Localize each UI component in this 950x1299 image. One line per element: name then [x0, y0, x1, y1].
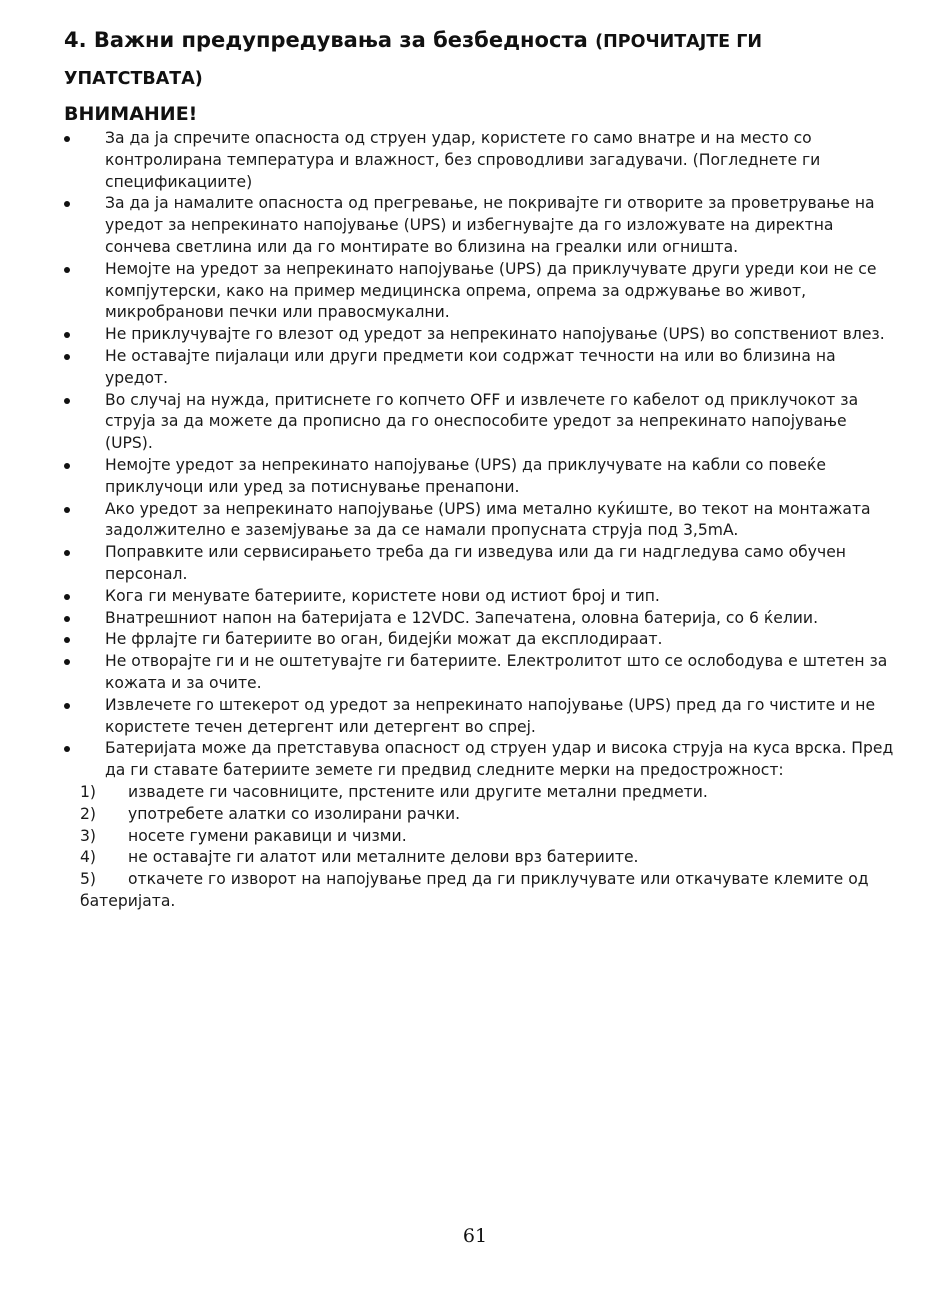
bullet-icon	[64, 703, 70, 709]
precaution-step	[80, 804, 894, 826]
bullet-icon	[64, 659, 70, 665]
step-text: извадете ги часовниците, прстените или другите метални предмети.	[128, 782, 708, 801]
section-title-note: (ПРОЧИТАЈТЕ ГИ	[595, 32, 763, 52]
warning-text: Ако уредот за непрекинато напојување (UPS) има метално куќиште, во текот на монтажата задолжително е заземјување за да се намали пропусната струја под 3,5mA.	[105, 499, 871, 540]
step-number: 2)	[80, 804, 97, 823]
precaution-step	[80, 826, 894, 848]
bullet-icon	[64, 746, 70, 752]
bullet-icon	[64, 616, 70, 622]
step-number: 1)	[80, 782, 97, 801]
warning-item	[64, 324, 894, 346]
warning-text: Не фрлајте ги батериите во оган, бидејќи можат да експлодираат.	[105, 630, 663, 649]
warning-item	[64, 499, 894, 543]
precaution-step	[80, 847, 894, 869]
warning-item	[64, 608, 894, 630]
bullet-icon	[64, 398, 70, 404]
warning-item	[64, 455, 894, 499]
precaution-step	[80, 869, 894, 913]
bullet-icon	[64, 354, 70, 360]
section-heading	[64, 28, 904, 52]
warning-item	[64, 128, 894, 193]
precaution-step	[80, 782, 894, 804]
bullet-icon	[64, 136, 70, 142]
warning-text: Не отворајте ги и не оштетувајте ги батериите. Електролитот што се ослободува е штетен за кожата и за очите.	[105, 652, 888, 692]
step-text: употребете алатки со изолирани рачки.	[128, 804, 461, 823]
bullet-icon	[64, 267, 70, 273]
precaution-steps-container	[64, 782, 894, 913]
warning-item	[64, 193, 894, 258]
warning-item	[64, 695, 894, 739]
safety-warnings-list	[64, 128, 894, 913]
warning-text: Поправките или сервисирањето треба да ги изведува или да ги надгледува само обучен персонал.	[105, 543, 846, 583]
warning-item	[64, 738, 894, 782]
precaution-steps-list	[80, 782, 894, 913]
bullet-icon	[64, 637, 70, 643]
warning-item	[64, 542, 894, 586]
step-number: 5)	[80, 870, 97, 889]
warning-item	[64, 259, 894, 324]
page-number: 61	[462, 1225, 488, 1247]
warning-text: Батеријата може да претставува опасност од струен удар и висока струја на куса врска. Пред да ги ставате батериите земете ги предвид следните мерки на предострожност:	[105, 739, 894, 780]
warning-text: Извлечете го штекерот од уредот за непрекинато напојување (UPS) пред да го чистите и не користете течен детергент или детергент во спреј.	[105, 695, 876, 736]
warning-text: Кога ги менувате батериите, користете нови од истиот број и тип.	[105, 586, 660, 605]
warning-text: За да ја спречите опасноста од струен удар, користете го само внатре и на место со контролирана температура и влажност, без спроводливи загадувачи. (Погледнете ги спецификациите)	[105, 129, 821, 191]
warning-item	[64, 390, 894, 455]
warning-item	[64, 629, 894, 651]
bullet-icon	[64, 507, 70, 513]
warning-text: За да ја намалите опасноста од прегревање, не покривајте ги отворите за проветрување на уредот за непрекинато напојување (UPS) и избегнувајте да го изложувате на директна сончева светлина или да го монтирате во близина на греалки или огништа.	[105, 194, 875, 256]
warning-text: Немојте уредот за непрекинато напојување (UPS) да приклучувате на кабли со повеќе приклучоци или уред за потиснување пренапони.	[105, 455, 826, 496]
bullet-icon	[64, 550, 70, 556]
step-text: откачете го изворот на напојување пред да ги приклучувате или откачувате клемите од батеријата.	[80, 870, 869, 910]
section-title-note-continued: УПАТСТВАТА)	[64, 69, 203, 89]
bullet-icon	[64, 332, 70, 338]
step-text: не оставајте ги алатот или металните делови врз батериите.	[128, 848, 639, 867]
warning-text: Внатрешниот напон на батеријата е 12VDC. Запечатена, оловна батерија, со 6 ќелии.	[105, 608, 819, 627]
step-number: 3)	[80, 826, 97, 845]
warning-label: ВНИМАНИЕ!	[64, 103, 198, 125]
bullet-icon	[64, 463, 70, 469]
warning-text: Во случај на нужда, притиснете го копчето OFF и извлечете го кабелот од приклучокот за струја за да можете да прописно да го онеспособите уредот за непрекинато напојување (UPS).	[105, 390, 859, 453]
warning-item	[64, 651, 894, 695]
step-text: носете гумени ракавици и чизми.	[128, 826, 407, 845]
warning-text: Не приклучувајте го влезот од уредот за непрекинато напојување (UPS) во сопствениот влез.	[105, 325, 885, 344]
bullet-icon	[64, 594, 70, 600]
warning-item	[64, 586, 894, 608]
bullet-icon	[64, 201, 70, 207]
step-number: 4)	[80, 848, 97, 867]
section-title: 4. Важни предупредувања за безбедноста	[64, 28, 588, 52]
warning-text: Немојте на уредот за непрекинато напојување (UPS) да приклучувате други уреди кои не се компјутерски, како на пример медицинска опрема, опрема за одржување во живот, микробранови печки или правосмукални.	[105, 259, 877, 322]
warning-item	[64, 346, 894, 390]
warning-text: Не оставајте пијалаци или други предмети кои содржат течности на или во близина на уредот.	[105, 346, 836, 387]
